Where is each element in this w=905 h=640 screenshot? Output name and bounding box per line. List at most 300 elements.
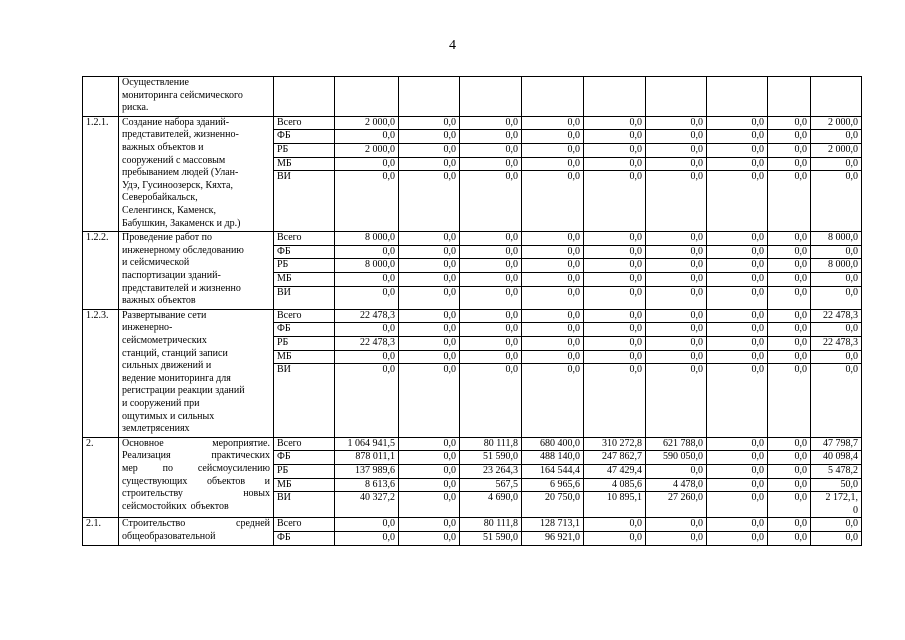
funding-source-label: Всего (274, 310, 334, 324)
amount-value: 0,0 (522, 273, 583, 287)
amount-cell (335, 437, 399, 518)
amount-cell (460, 437, 522, 518)
amount-value: 0,0 (584, 130, 645, 144)
amount-value: 0,0 (584, 246, 645, 260)
funding-source (274, 116, 335, 231)
amount-value: 0,0 (811, 158, 861, 172)
table-row (83, 232, 862, 310)
word: сейсмоусилению (197, 462, 270, 474)
amount-value: 0,0 (707, 438, 767, 452)
amount-value: 0,0 (584, 273, 645, 287)
amount-value: 0,0 (335, 351, 398, 365)
amount-value: 0,0 (399, 246, 459, 260)
amount-value: 0,0 (522, 246, 583, 260)
amount-value: 0,0 (443, 492, 456, 504)
amount-value: 0,0 (584, 518, 645, 532)
word: общеобразовательной (122, 530, 216, 542)
item-number: 1.2.1. (83, 116, 119, 231)
amount-cell (811, 116, 862, 231)
word: по (162, 462, 173, 474)
amount-value: 0,0 (460, 232, 521, 246)
amount-cell (646, 518, 707, 545)
amount-value: 0,0 (768, 310, 810, 324)
item-name (119, 116, 274, 231)
amount-value: 0,0 (707, 144, 767, 158)
amount-value: 0,0 (460, 323, 521, 337)
amount-value: 0,0 (567, 171, 580, 183)
amount-value: 0,0 (335, 130, 398, 144)
amount-value: 0,0 (399, 479, 459, 493)
word: существующих (122, 475, 188, 487)
amount-value: 0,0 (768, 479, 810, 493)
funding-source-label: ВИ (277, 286, 291, 298)
amount-value: 0,0 (382, 364, 395, 376)
amount-cell (707, 232, 768, 310)
amount-cell (522, 437, 584, 518)
amount-value: 878 011,1 (335, 451, 398, 465)
item-name-line: Проведение работ по (122, 232, 212, 244)
amount-cell (399, 437, 460, 518)
item-name-line: Удэ, Гусиноозерск, Кяхта, (122, 179, 233, 191)
amount-cell (768, 309, 811, 437)
amount-value: 0,0 (522, 323, 583, 337)
amount-value: 0,0 (751, 492, 764, 504)
amount-value: 22 478,3 (811, 310, 861, 324)
amount-value: 0,0 (335, 158, 398, 172)
amount-value: 0,0 (811, 273, 861, 287)
funding-source-label: ФБ (274, 451, 334, 465)
amount-value: 137 989,6 (335, 465, 398, 479)
amount-value: 0,0 (335, 518, 398, 532)
item-name-line: важных объектов (122, 295, 196, 307)
amount-value: 0,0 (707, 232, 767, 246)
item-name-line: представителей и жизненно (122, 282, 241, 294)
amount-value: 0,0 (399, 130, 459, 144)
amount-cell (522, 518, 584, 545)
funding-source-label: ФБ (274, 246, 334, 260)
amount-value: 0,0 (522, 117, 583, 131)
amount-value: 22 478,3 (335, 337, 398, 351)
amount-cell (522, 116, 584, 231)
word: новых (243, 488, 270, 500)
amount-cell (399, 116, 460, 231)
amount-value: 23 264,3 (460, 465, 521, 479)
amount-cell (768, 518, 811, 545)
item-name-line: пребыванием людей (Улан- (122, 167, 239, 179)
amount-value: 0,0 (646, 259, 706, 273)
amount-value: 0,0 (794, 286, 807, 298)
amount-value: 0,0 (382, 531, 395, 543)
amount-value: 0,0 (707, 465, 767, 479)
amount-value: 5 478,2 (811, 465, 861, 479)
amount-value: 1 064 941,5 (335, 438, 398, 452)
amount-value: 0,0 (707, 518, 767, 532)
amount-value: 590 050,0 (646, 451, 706, 465)
funding-source-label: ВИ (277, 364, 291, 376)
amount-value: 22 478,3 (335, 310, 398, 324)
amount-value: 0,0 (768, 438, 810, 452)
amount-cell (460, 116, 522, 231)
funding-source-label: МБ (274, 158, 334, 172)
item-name-line: инженерному обследованию (122, 244, 244, 256)
amount-value: 488 140,0 (522, 451, 583, 465)
funding-source-label: МБ (274, 273, 334, 287)
amount-cell (768, 437, 811, 518)
item-name-line: станций, станций записи (122, 347, 228, 359)
amount-value: 0,0 (646, 518, 706, 532)
amount-value: 0,0 (646, 158, 706, 172)
item-name-line: представителей, жизненно- (122, 129, 239, 141)
amount-value: 2 000,0 (335, 117, 398, 131)
amount-value: 0,0 (567, 286, 580, 298)
amount-value: 0,0 (567, 364, 580, 376)
amount-value: 0,0 (646, 246, 706, 260)
amount-value: 2 172,1, 0 (825, 492, 858, 516)
amount-value: 0,0 (845, 171, 858, 183)
amount-value: 0,0 (460, 130, 521, 144)
amount-value: 0,0 (646, 144, 706, 158)
item-number: 2.1. (83, 518, 119, 545)
amount-cell (522, 309, 584, 437)
amount-cell (399, 518, 460, 545)
amount-value: 567,5 (460, 479, 521, 493)
amount-value: 0,0 (811, 130, 861, 144)
amount-value: 0,0 (584, 351, 645, 365)
amount-value: 0,0 (768, 158, 810, 172)
amount-value: 0,0 (707, 259, 767, 273)
amount-value: 164 544,4 (522, 465, 583, 479)
item-name-line (122, 531, 270, 544)
amount-value: 0,0 (399, 117, 459, 131)
amount-value: 0,0 (629, 286, 642, 298)
table-row (83, 116, 862, 231)
amount-value: 0,0 (443, 286, 456, 298)
amount-cell (335, 77, 399, 117)
funding-source-label: Всего (274, 117, 334, 131)
amount-cell (811, 77, 862, 117)
amount-value: 8 000,0 (811, 259, 861, 273)
funding-source-label: МБ (274, 351, 334, 365)
amount-value: 96 921,0 (545, 531, 580, 543)
funding-source (274, 437, 335, 518)
amount-value: 20 750,0 (545, 492, 580, 504)
amount-value: 128 713,1 (522, 518, 583, 532)
amount-value: 0,0 (505, 286, 518, 298)
amount-value: 27 260,0 (668, 492, 703, 504)
amount-value: 0,0 (811, 246, 861, 260)
amount-value: 80 111,8 (460, 518, 521, 532)
item-name-line: землетрясениях (122, 423, 190, 435)
item-name (119, 232, 274, 310)
word: объектов (206, 475, 246, 487)
amount-value: 0,0 (522, 310, 583, 324)
amount-value: 40 098,4 (811, 451, 861, 465)
amount-value: 0,0 (522, 232, 583, 246)
amount-value: 2 000,0 (811, 144, 861, 158)
amount-cell (811, 309, 862, 437)
amount-value: 0,0 (460, 246, 521, 260)
amount-value: 0,0 (584, 323, 645, 337)
amount-value: 0,0 (751, 364, 764, 376)
amount-value: 2 000,0 (811, 117, 861, 131)
table-row (83, 518, 862, 545)
amount-value: 2 000,0 (335, 144, 398, 158)
amount-value: 0,0 (707, 117, 767, 131)
amount-value: 310 272,8 (584, 438, 645, 452)
amount-value: 0,0 (707, 246, 767, 260)
amount-value: 0,0 (794, 171, 807, 183)
amount-value: 51 590,0 (483, 531, 518, 543)
amount-value: 0,0 (707, 451, 767, 465)
funding-source-label: ВИ (277, 171, 291, 183)
amount-value: 0,0 (646, 465, 706, 479)
amount-value: 680 400,0 (522, 438, 583, 452)
funding-source-label: Всего (274, 232, 334, 246)
funding-source-label: Всего (274, 438, 334, 452)
item-name-line (122, 438, 270, 451)
item-number: 1.2.3. (83, 309, 119, 437)
amount-value: 0,0 (399, 451, 459, 465)
amount-value: 0,0 (768, 259, 810, 273)
item-name-line: Селенгинск, Каменск, (122, 204, 217, 216)
amount-value: 0,0 (399, 310, 459, 324)
amount-value: 8 613,6 (335, 479, 398, 493)
amount-cell (584, 116, 646, 231)
amount-cell (646, 77, 707, 117)
amount-value: 0,0 (522, 337, 583, 351)
amount-value: 0,0 (399, 337, 459, 351)
amount-value: 0,0 (522, 130, 583, 144)
amount-value: 247 862,7 (584, 451, 645, 465)
amount-value: 0,0 (443, 171, 456, 183)
item-name-line: Развертывание сети (122, 309, 207, 321)
amount-value: 0,0 (399, 438, 459, 452)
amount-cell (707, 518, 768, 545)
word: практических (211, 450, 270, 462)
amount-value: 0,0 (399, 158, 459, 172)
item-number: 1.2.2. (83, 232, 119, 310)
amount-value: 0,0 (751, 171, 764, 183)
amount-cell (768, 77, 811, 117)
amount-cell (584, 309, 646, 437)
amount-value: 0,0 (629, 531, 642, 543)
amount-value: 80 111,8 (460, 438, 521, 452)
funding-source (274, 518, 335, 545)
item-name-line (122, 463, 270, 476)
amount-value: 0,0 (768, 351, 810, 365)
amount-value: 0,0 (460, 158, 521, 172)
item-name-line: мониторинга сейсмического (122, 89, 243, 101)
amount-value: 0,0 (707, 130, 767, 144)
amount-cell (460, 518, 522, 545)
amount-value: 0,0 (690, 364, 703, 376)
word: объектов (190, 500, 229, 512)
funding-source-label: РБ (274, 337, 334, 351)
word: сейсмостойких (122, 500, 187, 512)
amount-value: 47 429,4 (584, 465, 645, 479)
amount-cell (707, 116, 768, 231)
amount-value: 0,0 (584, 310, 645, 324)
amount-value: 0,0 (335, 323, 398, 337)
amount-value: 0,0 (794, 531, 807, 543)
amount-value: 0,0 (690, 171, 703, 183)
word: и (264, 475, 270, 487)
item-name-line: сейсмометрических (122, 334, 207, 346)
amount-cell (646, 437, 707, 518)
item-name-line: ощутимых и сильных (122, 410, 215, 422)
amount-value: 4 690,0 (488, 492, 518, 504)
amount-cell (584, 437, 646, 518)
amount-value: 0,0 (505, 364, 518, 376)
item-name-line: риска. (122, 102, 149, 114)
funding-source-label: ФБ (274, 130, 334, 144)
amount-value: 0,0 (460, 273, 521, 287)
item-name (119, 309, 274, 437)
amount-value: 0,0 (460, 144, 521, 158)
amount-value: 0,0 (629, 171, 642, 183)
amount-value: 0,0 (399, 144, 459, 158)
amount-value: 0,0 (584, 117, 645, 131)
amount-value: 0,0 (522, 259, 583, 273)
funding-source-label: РБ (274, 465, 334, 479)
amount-value: 0,0 (707, 479, 767, 493)
amount-value: 0,0 (646, 232, 706, 246)
amount-cell (335, 518, 399, 545)
amount-value: 0,0 (707, 273, 767, 287)
funding-source-label: МБ (274, 479, 334, 493)
item-name-line: Бабушкин, Закаменск и др.) (122, 217, 241, 229)
funding-source (274, 232, 335, 310)
item-name-line (122, 476, 270, 489)
amount-cell (460, 232, 522, 310)
amount-value: 0,0 (768, 273, 810, 287)
amount-cell (707, 309, 768, 437)
amount-value: 0,0 (646, 117, 706, 131)
word: Реализация (122, 450, 171, 462)
amount-value: 0,0 (794, 492, 807, 504)
item-name-line: паспортизации зданий- (122, 269, 221, 281)
amount-value: 4 478,0 (646, 479, 706, 493)
amount-value: 8 000,0 (335, 259, 398, 273)
word: Основное (122, 437, 164, 449)
amount-value: 0,0 (399, 273, 459, 287)
amount-value: 0,0 (382, 286, 395, 298)
amount-value: 0,0 (845, 286, 858, 298)
amount-value: 0,0 (794, 364, 807, 376)
amount-cell (522, 232, 584, 310)
amount-value: 0,0 (399, 232, 459, 246)
table-row (83, 437, 862, 518)
amount-value: 10 895,1 (607, 492, 642, 504)
item-name-line: сооружений с массовым (122, 154, 226, 166)
amount-value: 0,0 (584, 259, 645, 273)
item-name (119, 518, 274, 545)
amount-value: 50,0 (811, 479, 861, 493)
word: средней (236, 518, 270, 530)
item-name-line (122, 450, 270, 463)
amount-value: 0,0 (399, 465, 459, 479)
amount-value: 0,0 (382, 171, 395, 183)
page-number: 4 (449, 38, 456, 53)
amount-cell (335, 116, 399, 231)
amount-cell (646, 309, 707, 437)
item-name-line: ведение мониторинга для (122, 372, 231, 384)
word: мер (122, 462, 138, 474)
funding-source-label: РБ (274, 259, 334, 273)
budget-table (82, 76, 862, 546)
item-name-line (122, 488, 270, 501)
amount-value: 0,0 (690, 531, 703, 543)
amount-value: 0,0 (460, 310, 521, 324)
amount-cell (335, 309, 399, 437)
item-name-line: инженерно- (122, 322, 173, 334)
item-name-line: важных объектов и (122, 141, 204, 153)
amount-cell (811, 232, 862, 310)
amount-value: 0,0 (584, 144, 645, 158)
amount-cell (399, 77, 460, 117)
amount-value: 0,0 (460, 117, 521, 131)
amount-cell (646, 116, 707, 231)
amount-value: 0,0 (768, 144, 810, 158)
amount-value: 621 788,0 (646, 438, 706, 452)
amount-value: 0,0 (751, 531, 764, 543)
amount-value: 51 590,0 (460, 451, 521, 465)
amount-value: 0,0 (768, 518, 810, 532)
amount-value: 0,0 (522, 351, 583, 365)
item-name-line: Создание набора зданий- (122, 116, 230, 128)
item-name-line: и сооружений при (122, 397, 200, 409)
amount-value: 6 965,6 (522, 479, 583, 493)
amount-cell (335, 232, 399, 310)
amount-cell (768, 232, 811, 310)
amount-value: 0,0 (522, 144, 583, 158)
amount-cell (811, 518, 862, 545)
amount-value: 0,0 (646, 323, 706, 337)
table-row (83, 77, 862, 117)
funding-source-label: РБ (274, 144, 334, 158)
item-name (119, 437, 274, 518)
amount-value: 0,0 (811, 518, 861, 532)
amount-value: 0,0 (460, 337, 521, 351)
word: мероприятие. (212, 437, 270, 449)
amount-value: 0,0 (399, 351, 459, 365)
amount-cell (460, 309, 522, 437)
amount-value: 0,0 (646, 310, 706, 324)
amount-value: 0,0 (690, 286, 703, 298)
word: строительству (122, 488, 183, 500)
amount-value: 0,0 (811, 323, 861, 337)
funding-source (274, 77, 335, 117)
amount-value: 47 798,7 (811, 438, 861, 452)
amount-value: 0,0 (646, 337, 706, 351)
item-name-line: сильных движений и (122, 360, 212, 372)
amount-value: 0,0 (768, 246, 810, 260)
amount-value: 0,0 (629, 364, 642, 376)
amount-value: 0,0 (768, 117, 810, 131)
item-name-line (122, 518, 270, 531)
funding-source-label: ФБ (274, 323, 334, 337)
amount-value: 0,0 (584, 158, 645, 172)
amount-value: 8 000,0 (335, 232, 398, 246)
amount-value: 0,0 (768, 130, 810, 144)
amount-value: 40 327,2 (360, 492, 395, 504)
amount-value: 0,0 (707, 158, 767, 172)
amount-value: 4 085,6 (584, 479, 645, 493)
amount-value: 0,0 (646, 351, 706, 365)
funding-source-label: Всего (274, 518, 334, 532)
amount-value: 0,0 (707, 351, 767, 365)
amount-value: 0,0 (335, 246, 398, 260)
